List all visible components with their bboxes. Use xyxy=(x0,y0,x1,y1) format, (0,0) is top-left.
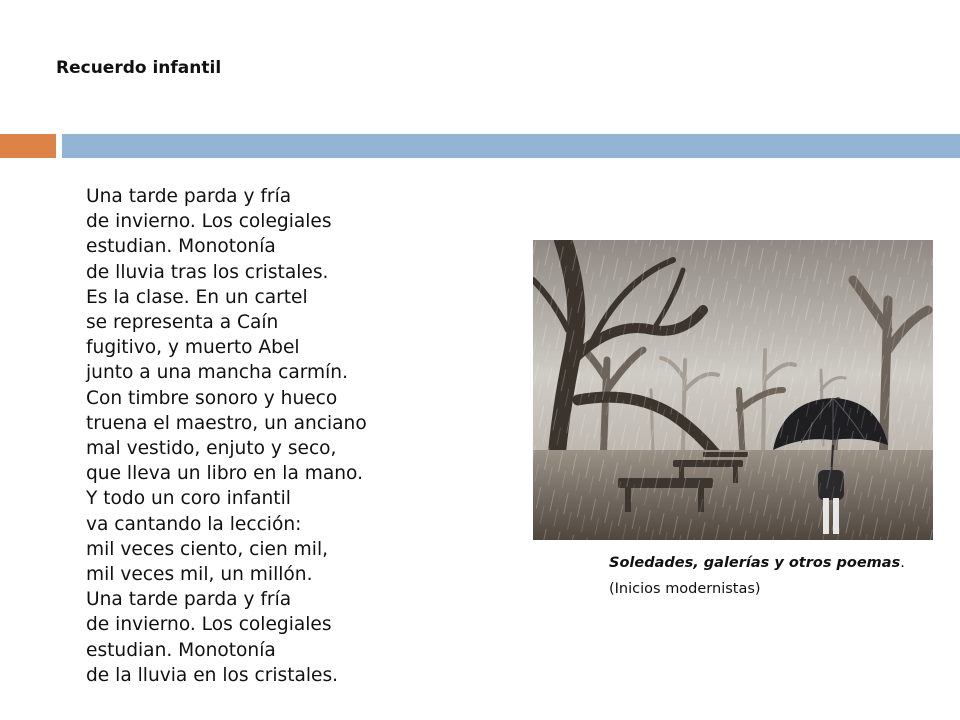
poem-line: estudian. Monotonía xyxy=(86,639,276,661)
poem-line: de invierno. Los colegiales xyxy=(86,614,332,636)
caption-punctuation: . xyxy=(900,555,905,571)
caption-work-title: Soledades, galerías y otros poemas xyxy=(609,555,901,571)
slide-title: Recuerdo infantil xyxy=(56,58,222,78)
rainy-forest-photo xyxy=(533,240,933,540)
rainy-forest-image xyxy=(533,240,933,540)
poem-line: Es la clase. En un cartel xyxy=(86,286,308,308)
accent-bar-blue xyxy=(62,134,960,158)
poem-line: mil veces ciento, cien mil, xyxy=(86,538,329,560)
poem-text xyxy=(86,184,486,688)
poem-line: Y todo un coro infantil xyxy=(86,488,291,510)
poem-line: va cantando la lección: xyxy=(86,513,302,535)
poem-line: de invierno. Los colegiales xyxy=(86,211,332,233)
caption-note: (Inicios modernistas) xyxy=(609,581,761,597)
poem-line: se representa a Caín xyxy=(86,312,279,334)
poem-line: Una tarde parda y fría xyxy=(86,186,292,207)
poem-line: truena el maestro, un anciano xyxy=(86,412,367,434)
accent-bar-orange xyxy=(0,134,56,158)
poem-line: de lluvia tras los cristales. xyxy=(86,261,329,283)
poem-line: mil veces mil, un millón. xyxy=(86,564,313,586)
poem-line: fugitivo, y muerto Abel xyxy=(86,337,300,359)
photo-caption xyxy=(609,550,909,602)
poem-line: de la lluvia en los cristales. xyxy=(86,664,339,686)
poem-line: Una tarde parda y fría xyxy=(86,589,292,611)
poem-line: Con timbre sonoro y hueco xyxy=(86,387,338,409)
poem-line: que lleva un libro en la mano. xyxy=(86,463,364,485)
poem-line: estudian. Monotonía xyxy=(86,236,276,258)
poem-line: mal vestido, enjuto y seco, xyxy=(86,438,337,460)
poem-line: junto a una mancha carmín. xyxy=(86,362,349,384)
